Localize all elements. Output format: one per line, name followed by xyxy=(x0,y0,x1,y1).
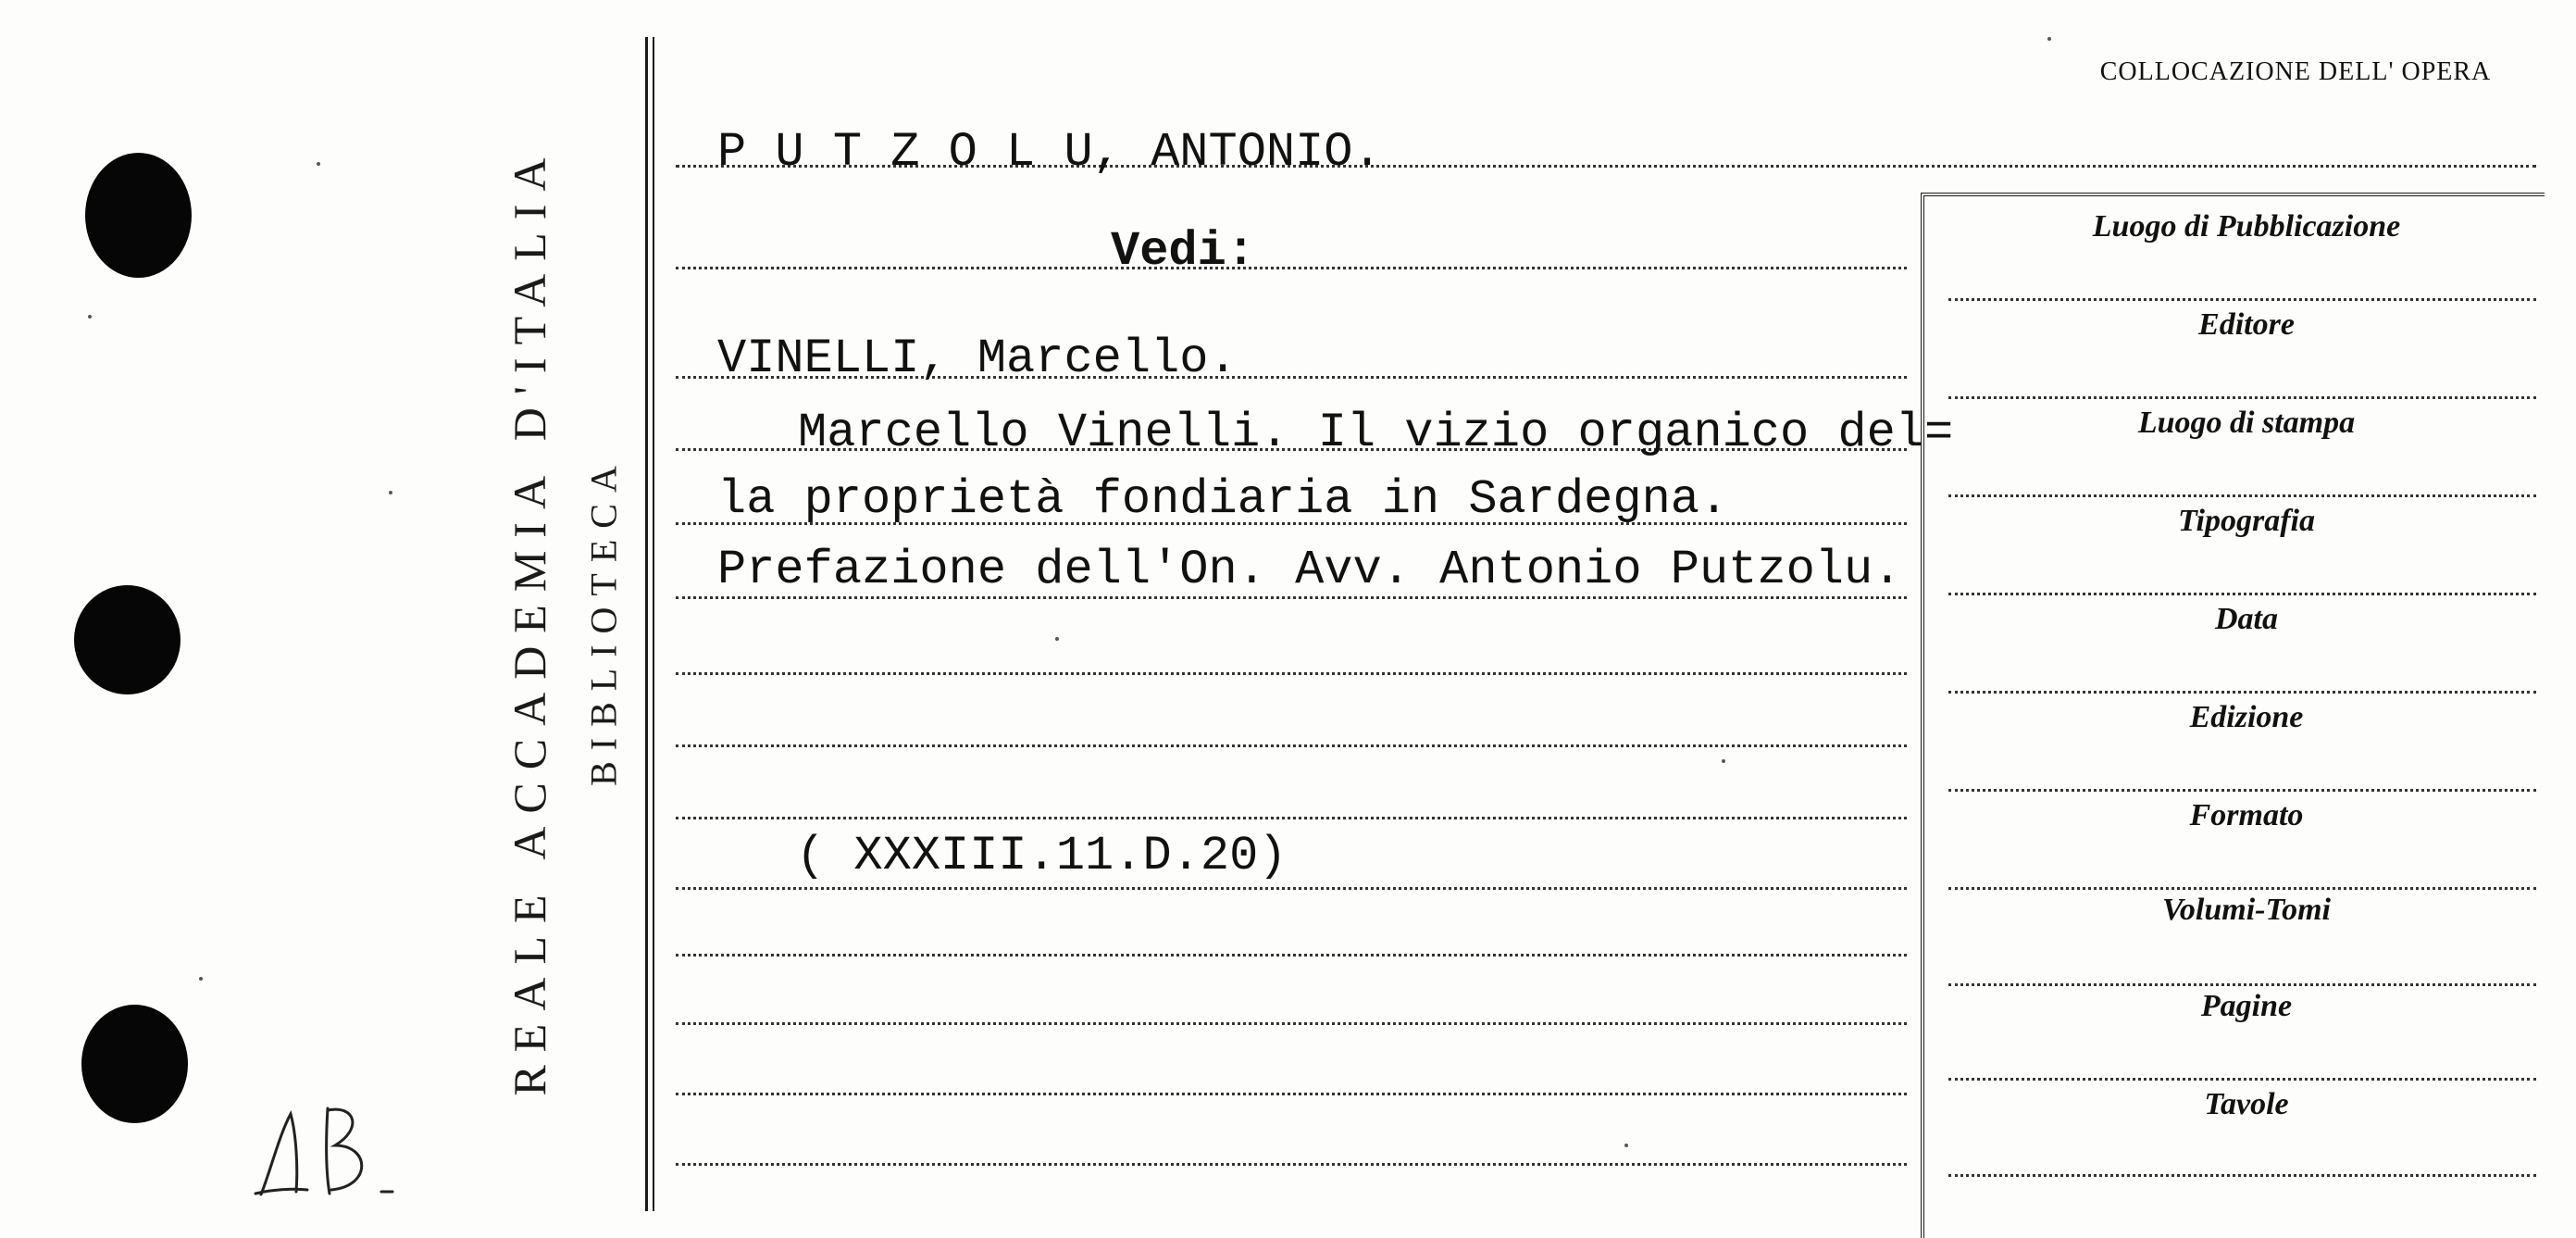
title-line-1: Marcello Vinelli. Il vizio organico del= xyxy=(798,406,1954,460)
field-date: Data xyxy=(2215,602,2278,636)
writing-line xyxy=(676,744,1907,747)
see-reference: Vedi: xyxy=(1111,224,1256,279)
paper-speck xyxy=(88,315,92,319)
institution-name: REALE ACCADEMIA D'ITALIA xyxy=(504,144,555,1096)
writing-line xyxy=(676,1022,1907,1025)
author-name: VINELLI, Marcello. xyxy=(717,331,1238,386)
field-printer: Tipografia xyxy=(2178,504,2315,538)
field-line xyxy=(1948,691,2536,694)
shelfmark: ( XXXIII.11.D.20) xyxy=(796,829,1288,883)
field-publisher: Editore xyxy=(2198,307,2295,342)
field-line xyxy=(1948,593,2536,595)
field-line xyxy=(1948,1174,2536,1177)
writing-line xyxy=(676,954,1907,957)
punch-hole-bottom xyxy=(81,1005,188,1123)
paper-speck xyxy=(317,162,320,166)
field-edition: Edizione xyxy=(2189,700,2304,734)
field-pages: Pagine xyxy=(2200,989,2293,1023)
title-line-3: Prefazione dell'On. Avv. Antonio Putzolu. xyxy=(717,543,1902,597)
field-line xyxy=(1948,1078,2536,1081)
paper-speck xyxy=(2047,37,2051,41)
writing-line xyxy=(676,267,1907,269)
field-line xyxy=(1948,396,2536,399)
field-line xyxy=(1948,983,2536,986)
writing-line xyxy=(676,887,1907,890)
field-place-of-printing: Luogo di stampa xyxy=(2137,406,2356,440)
paper-speck xyxy=(199,977,203,981)
entry-heading: P U T Z O L U, ANTONIO. xyxy=(717,125,1382,180)
field-place-of-publication: Luogo di Pubblicazione xyxy=(2092,209,2401,244)
field-line xyxy=(1948,887,2536,890)
field-line xyxy=(1948,789,2536,792)
writing-line xyxy=(676,1093,1907,1095)
paper-speck xyxy=(1722,759,1725,763)
field-plates: Tavole xyxy=(2204,1087,2289,1121)
library-label: BIBLIOTECA xyxy=(582,455,625,786)
left-rule-inner xyxy=(653,37,654,1211)
field-format: Formato xyxy=(2189,798,2304,832)
paper-speck xyxy=(1055,637,1059,641)
collocation-header: COLLOCAZIONE DELL' OPERA xyxy=(2099,57,2492,86)
left-rule-outer xyxy=(645,37,648,1211)
writing-line xyxy=(676,1163,1907,1166)
writing-line xyxy=(676,672,1907,675)
field-line xyxy=(1948,298,2536,301)
paper-speck xyxy=(1624,1144,1628,1147)
punch-hole-middle xyxy=(74,585,180,694)
field-line xyxy=(1948,494,2536,497)
title-line-2: la proprietà fondiaria in Sardegna. xyxy=(717,472,1729,527)
punch-hole-top xyxy=(85,153,192,278)
field-volumes: Volumi-Tomi xyxy=(2161,893,2332,927)
paper-speck xyxy=(389,491,392,494)
handwritten-initials xyxy=(243,1097,400,1208)
writing-line xyxy=(676,817,1907,819)
